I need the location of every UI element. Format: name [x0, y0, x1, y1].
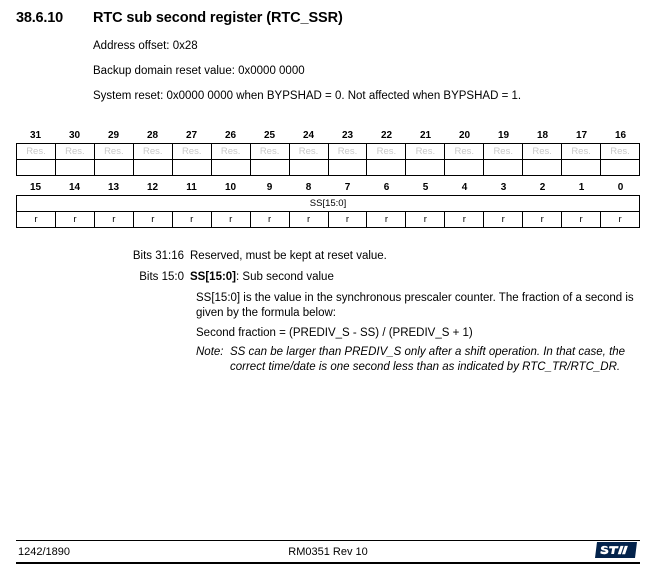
footer-page-number: 1242/1890 — [18, 546, 70, 558]
access-cell: r — [133, 212, 172, 228]
field-cell-reserved: Res. — [55, 144, 94, 160]
section-number: 38.6.10 — [16, 10, 63, 26]
field-cell-reserved: Res. — [172, 144, 211, 160]
access-cell: r — [445, 212, 484, 228]
bit-number-row-upper — [16, 128, 640, 143]
field-cell-ss: SS[15:0] — [17, 196, 640, 212]
access-cell-empty — [406, 160, 445, 176]
field-cell-reserved: Res. — [367, 144, 406, 160]
field-cell-reserved: Res. — [523, 144, 562, 160]
bit-number: 31 — [29, 130, 42, 141]
system-reset-line: System reset: 0x0000 0000 when BYPSHAD = 0. Not affected when BYPSHAD = 1. — [93, 90, 522, 102]
bit-number: 26 — [224, 130, 237, 141]
access-cell: r — [328, 212, 367, 228]
bit-range-label: Bits 15:0 — [139, 271, 184, 283]
field-cell-reserved: Res. — [250, 144, 289, 160]
access-cell: r — [94, 212, 133, 228]
detail-formula: Second fraction = (PREDIV_S - SS) / (PREDIV_S + 1) — [196, 327, 473, 339]
bit-number: 21 — [419, 130, 432, 141]
field-row-upper — [17, 144, 640, 160]
bit-description-reserved — [16, 249, 640, 263]
access-cell-empty — [484, 160, 523, 176]
access-cell-empty — [289, 160, 328, 176]
access-cell-empty — [17, 160, 56, 176]
bit-description-text: Reserved, must be kept at reset value. — [190, 250, 387, 262]
access-cell-empty — [133, 160, 172, 176]
bit-number: 15 — [29, 182, 42, 193]
field-cell-reserved: Res. — [133, 144, 172, 160]
page-title: RTC sub second register (RTC_SSR) — [93, 10, 343, 26]
access-cell-empty — [211, 160, 250, 176]
access-cell: r — [289, 212, 328, 228]
field-cell-reserved: Res. — [17, 144, 56, 160]
access-cell-empty — [328, 160, 367, 176]
bit-detail-block — [190, 291, 640, 374]
access-cell: r — [250, 212, 289, 228]
bit-number: 18 — [536, 130, 549, 141]
access-cell-empty — [523, 160, 562, 176]
register-table-lower — [16, 195, 640, 228]
footer-document: RM0351 Rev 10 — [288, 546, 368, 558]
register-map-upper — [16, 128, 640, 176]
field-cell-reserved: Res. — [211, 144, 250, 160]
bit-number: 14 — [68, 182, 81, 193]
backup-reset-line: Backup domain reset value: 0x0000 0000 — [93, 65, 305, 77]
access-cell-empty — [94, 160, 133, 176]
access-cell: r — [484, 212, 523, 228]
field-cell-reserved: Res. — [289, 144, 328, 160]
access-cell: r — [367, 212, 406, 228]
bit-number: 30 — [68, 130, 81, 141]
detail-note — [196, 345, 640, 374]
register-map-lower — [16, 180, 640, 228]
bit-number: 7 — [344, 182, 351, 193]
bit-number: 22 — [380, 130, 393, 141]
bit-descriptions — [16, 249, 640, 374]
bit-number: 29 — [107, 130, 120, 141]
access-cell-empty — [445, 160, 484, 176]
bit-number: 27 — [185, 130, 198, 141]
access-cell-empty — [601, 160, 640, 176]
bit-number: 1 — [578, 182, 585, 193]
bit-number: 0 — [617, 182, 624, 193]
access-cell: r — [211, 212, 250, 228]
access-row-lower — [17, 212, 640, 228]
page-footer — [16, 544, 640, 562]
bit-number: 6 — [383, 182, 390, 193]
access-cell-empty — [172, 160, 211, 176]
access-cell-empty — [55, 160, 94, 176]
field-cell-reserved: Res. — [328, 144, 367, 160]
bit-range-label: Bits 31:16 — [132, 250, 184, 262]
bit-description-text — [190, 270, 640, 284]
bit-number: 28 — [146, 130, 159, 141]
access-cell: r — [172, 212, 211, 228]
field-cell-reserved: Res. — [445, 144, 484, 160]
field-cell-reserved: Res. — [562, 144, 601, 160]
bit-number: 25 — [263, 130, 276, 141]
field-cell-reserved: Res. — [601, 144, 640, 160]
access-cell: r — [562, 212, 601, 228]
bit-number: 19 — [497, 130, 510, 141]
field-cell-reserved: Res. — [484, 144, 523, 160]
register-table-upper — [16, 143, 640, 176]
field-row-lower — [17, 196, 640, 212]
access-cell: r — [601, 212, 640, 228]
access-cell-empty — [367, 160, 406, 176]
st-logo-icon — [594, 538, 640, 564]
bit-number: 24 — [302, 130, 315, 141]
access-cell: r — [17, 212, 56, 228]
bit-number: 20 — [458, 130, 471, 141]
bit-number: 8 — [305, 182, 312, 193]
access-cell: r — [55, 212, 94, 228]
bit-field-summary: : Sub second value — [236, 271, 334, 283]
bit-number: 11 — [186, 182, 197, 193]
bit-number: 23 — [341, 130, 354, 141]
access-cell-empty — [562, 160, 601, 176]
field-cell-reserved: Res. — [406, 144, 445, 160]
access-cell: r — [523, 212, 562, 228]
bit-number: 17 — [575, 130, 588, 141]
bit-number: 12 — [146, 182, 159, 193]
bit-number-row-lower — [16, 180, 640, 195]
access-row-upper — [17, 160, 640, 176]
note-text: SS can be larger than PREDIV_S only after a shift operation. In that case, the correct time/date is one second less than as indicated by RTC_TR/RTC_DR. — [230, 346, 626, 373]
bit-number: 5 — [422, 182, 429, 193]
bit-field-name: SS[15:0] — [190, 271, 237, 283]
register-intro — [93, 40, 643, 115]
bit-number: 2 — [539, 182, 546, 193]
bit-number: 10 — [224, 182, 237, 193]
bit-number: 13 — [107, 182, 120, 193]
bit-number: 9 — [266, 182, 273, 193]
bit-number: 3 — [500, 182, 507, 193]
bit-number: 16 — [614, 130, 627, 141]
field-cell-reserved: Res. — [94, 144, 133, 160]
bit-number: 4 — [461, 182, 468, 193]
bit-description-ss — [16, 270, 640, 284]
detail-paragraph: SS[15:0] is the value in the synchronous prescaler counter. The fraction of a second is given by the formula below: — [196, 292, 634, 319]
address-offset-line: Address offset: 0x28 — [93, 40, 198, 52]
note-label: Note: — [196, 346, 224, 358]
section-heading — [16, 10, 640, 26]
footer-rule-top — [16, 540, 640, 541]
access-cell: r — [406, 212, 445, 228]
access-cell-empty — [250, 160, 289, 176]
footer-rule-bottom — [16, 562, 640, 564]
